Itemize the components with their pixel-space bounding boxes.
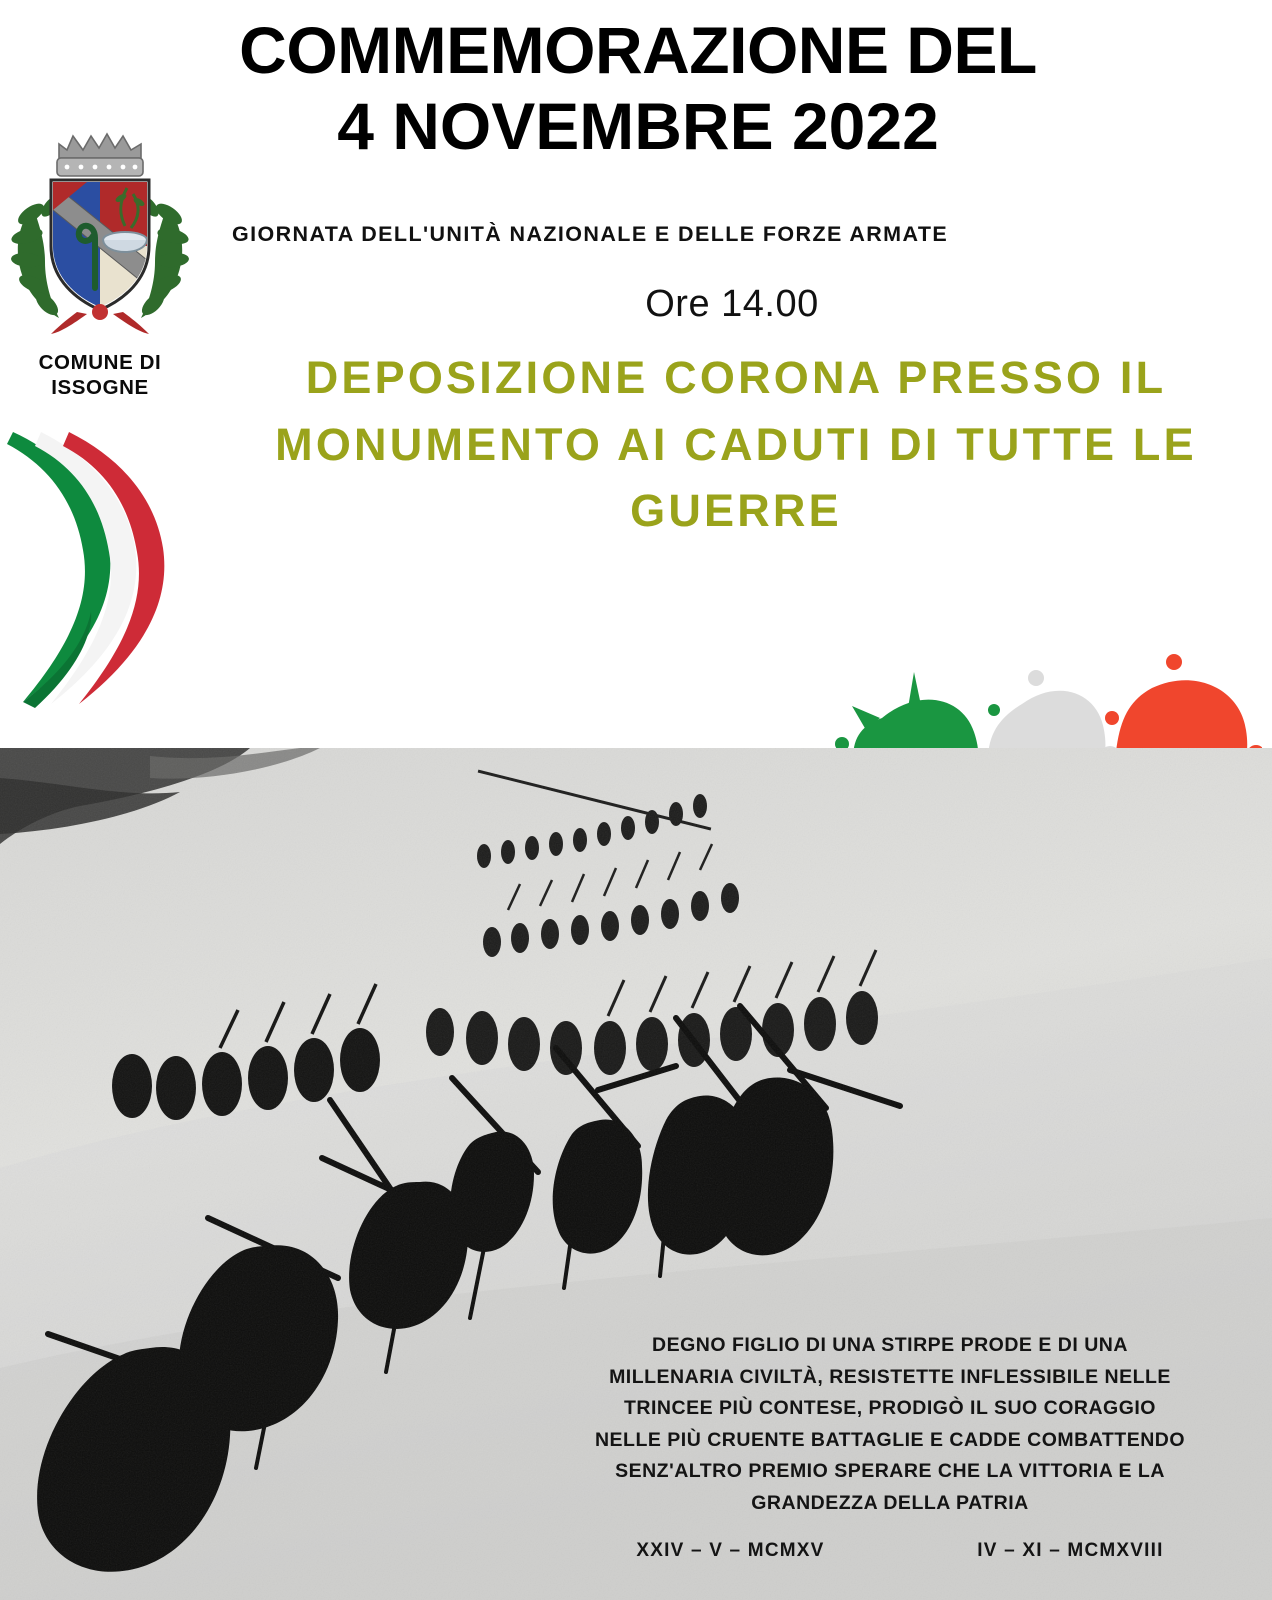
comune-label <box>39 350 162 400</box>
inscription-line-2: MILLENARIA CIVILTÀ, RESISTETTE INFLESSIBILE NELLE <box>609 1365 1171 1388</box>
tricolour-ribbon-icon <box>5 426 195 716</box>
event-time: Ore 14.00 <box>645 283 819 325</box>
poster-header-area <box>0 0 1272 748</box>
title-line-2: 4 NOVEMBRE 2022 <box>337 88 939 163</box>
event-description: DEPOSIZIONE CORONA PRESSO IL MONUMENTO AI CADUTI DI TUTTE LE GUERRE <box>275 352 1197 537</box>
comune-label-line-2: ISSOGNE <box>51 376 149 399</box>
date-start: XXIV – V – MCMXV <box>636 1540 825 1561</box>
inscription-line-4: NELLE PIÙ CRUENTE BATTAGLIE E CADDE COMBATTENDO <box>594 1428 1186 1451</box>
inscription-dates <box>560 1540 1240 1562</box>
title-line-1: COMMEMORAZIONE DEL <box>239 13 1037 87</box>
inscription-line-5: SENZ'ALTRO PREMIO SPERARE CHE LA VITTORIA E LA <box>615 1460 1165 1483</box>
date-end: IV – XI – MCMXVIII <box>977 1540 1164 1561</box>
poster-subtitle: GIORNATA DELL'UNITÀ NAZIONALE E DELLE FORZE ARMATE <box>232 222 949 246</box>
coat-of-arms-icon <box>7 110 193 340</box>
inscription-line-6: GRANDEZZA DELLA PATRIA <box>751 1491 1029 1514</box>
inscription-text <box>540 1330 1240 1519</box>
page-title <box>78 13 1198 163</box>
comune-label-line-1: COMUNE DI <box>38 351 162 374</box>
emblem-column <box>0 110 200 716</box>
inscription-line-3: TRINCEE PIÙ CONTESE, PRODIGÒ IL SUO CORAGGIO <box>624 1397 1156 1420</box>
inscription-line-1: DEGNO FIGLIO DI UNA STIRPE PRODE E DI UNA <box>652 1334 1128 1356</box>
